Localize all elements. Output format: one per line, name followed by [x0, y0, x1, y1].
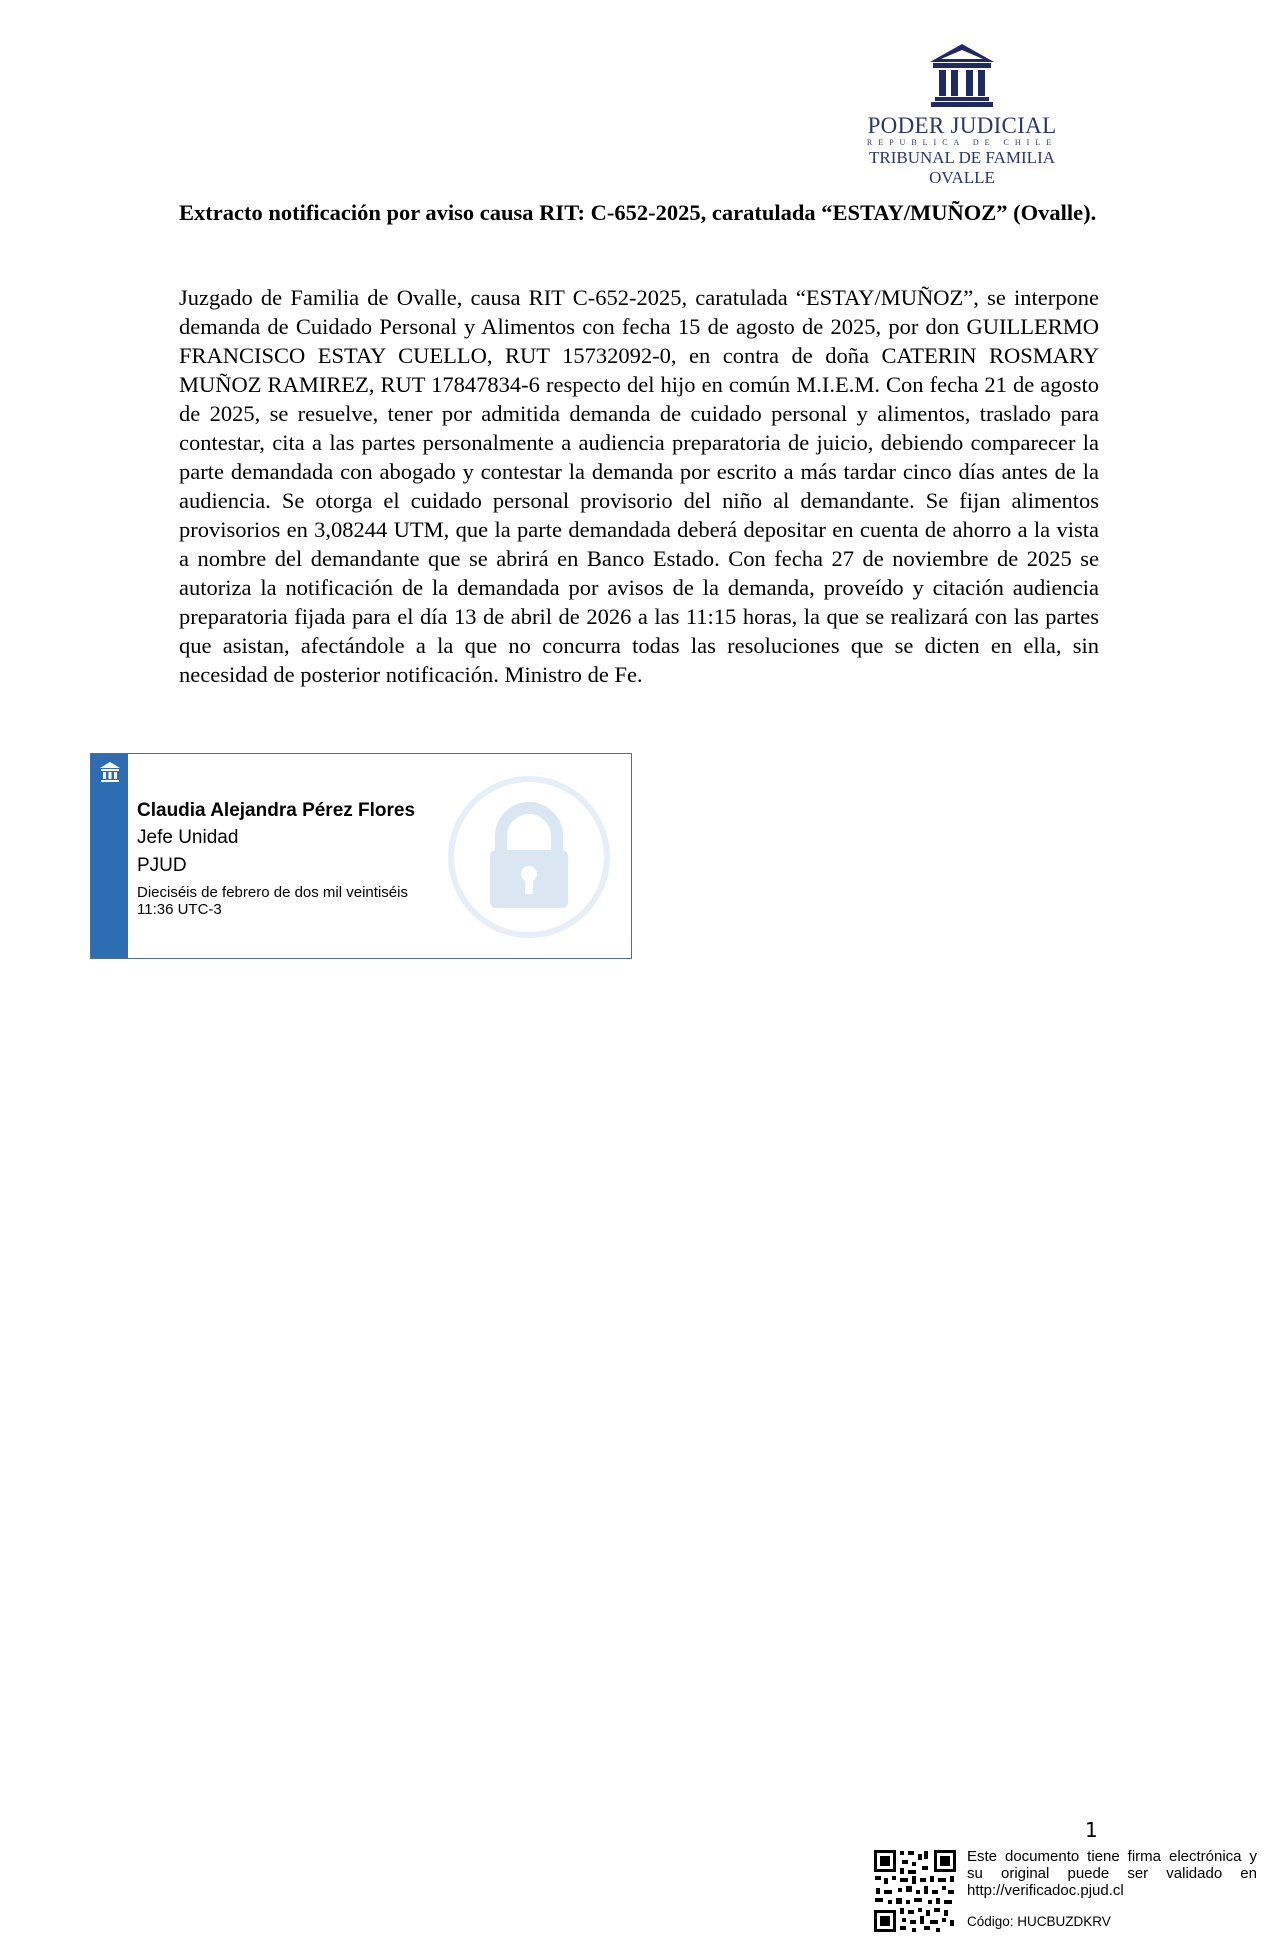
signature-date-line: Dieciséis de febrero de dos mil veintiséis: [137, 884, 408, 901]
signature-box: [90, 753, 632, 959]
page-number: 1: [1085, 1818, 1098, 1842]
court-name: TRIBUNAL DE FAMILIA: [868, 148, 1056, 167]
document-title: Extracto notificación por aviso causa RIT: C-652-2025, caratulada “ESTAY/MUÑOZ” (Ovalle).: [179, 200, 1097, 225]
signature-date: [137, 884, 415, 918]
signer-organization: PJUD: [137, 855, 187, 876]
signature-accent-bar: [91, 754, 128, 958]
verification-note: [967, 1848, 1257, 1930]
verification-text: Este documento tiene firma electrónica y su original puede ser validado en http://verificadoc.pjud.cl: [967, 1848, 1257, 1899]
court-city: OVALLE: [929, 168, 995, 187]
court-logo: [842, 40, 1082, 188]
logo-brand: PODER JUDICIAL: [867, 113, 1057, 138]
signature-time-line: 11:36 UTC-3: [137, 901, 222, 918]
verification-code: Código: HUCBUZDKRV: [967, 1914, 1111, 1929]
courthouse-icon: [98, 760, 122, 784]
logo-subtitle: REPUBLICA DE CHILE: [866, 138, 1058, 147]
signer-name: Claudia Alejandra Pérez Flores: [137, 800, 416, 821]
signature-details: [137, 798, 415, 918]
document-body: Juzgado de Familia de Ovalle, causa RIT C-652-2025, caratulada “ESTAY/MUÑOZ”, se interpone demanda de Cuidado Personal y Alimentos con fecha 15 de agosto de 2025, por don GUILLERMO FRANCISCO ESTAY CUELLO, RUT 15732092-0, en contra de doña CATERIN ROSMARY MUÑOZ RAMIREZ, RUT 17847834-6 respecto del hijo en común M.I.E.M. Con fecha 21 de agosto de 2025, se resuelve, tener por admitida demanda de cuidado personal y alimentos, traslado para contestar, cita a las partes personalmente a audiencia preparatoria de juicio, debiendo comparecer la parte demandada con abogado y contestar la demanda por escrito a más tardar cinco días antes de la audiencia. Se otorga el cuidado personal provisorio del niño al demandante. Se fijan alimentos provisorios en 3,08244 UTM, que la parte demandada deberá depositar en cuenta de ahorro a la vista a nombre del demandante que se abrirá en Banco Estado. Con fecha 27 de noviembre de 2025 se autoriza la notificación de la demandada por avisos de la demanda, proveído y citación audiencia preparatoria fijada para el día 13 de abril de 2026 a las 11:15 horas, la que se realizará con las partes que asistan, afectándole a la que no concurra todas las resoluciones que se dicten en ella, sin necesidad de posterior notificación. Ministro de Fe.: [179, 285, 1099, 687]
lock-icon: [446, 774, 612, 940]
qr-code-icon: [872, 1848, 958, 1934]
courthouse-icon: [927, 40, 997, 110]
signer-role: Jefe Unidad: [137, 827, 239, 848]
